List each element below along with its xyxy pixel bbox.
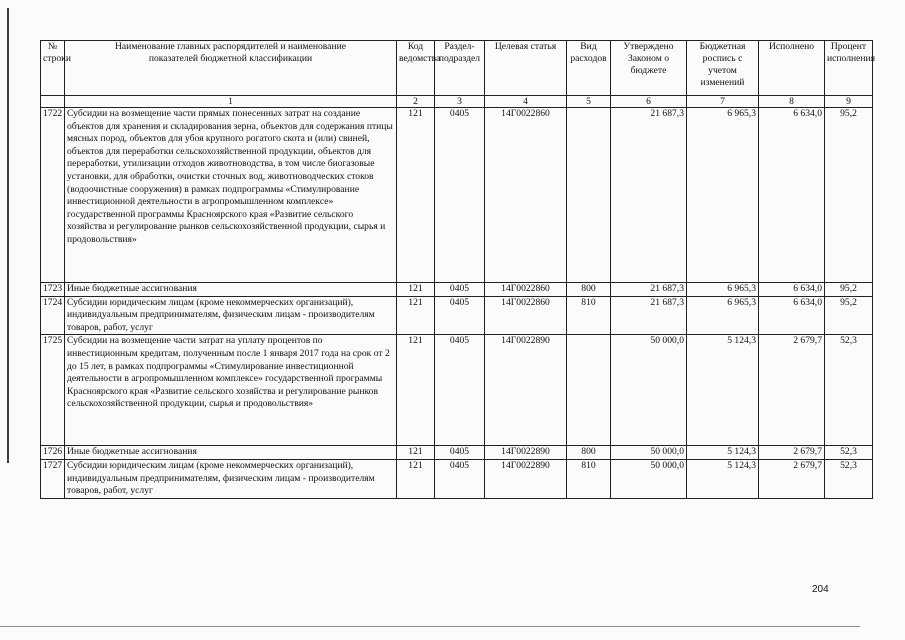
column-number: 6	[611, 96, 687, 108]
row-dept-code: 121	[397, 296, 435, 335]
column-number: 8	[759, 96, 825, 108]
row-name: Иные бюджетные ассигнования	[65, 446, 397, 460]
header-name: Наименование главных распорядителей и наименование показателей бюджетной классификации	[65, 41, 397, 96]
row-target-article: 14Г0022860	[485, 296, 567, 335]
row-name: Субсидии на возмещение части затрат на уплату процентов по инвестиционным кредитам, полученным после 1 января 2017 года на срок от 2 до 15 лет, в рамках подпрограммы «Стимулирование инвестиционной деятельности в агропромышленном комплексе» государственной программы Красноярского края «Развитие сельского хозяйства и регулирование рынков сельскохозяйственной продукции, сырья и продовольствия»	[65, 335, 397, 446]
header-section: Раздел-подраздел	[435, 41, 485, 96]
column-number: 5	[567, 96, 611, 108]
row-name: Субсидии на возмещение части прямых понесенных затрат на создание объектов для хранения и складирования зерна, объектов для содержания птицы мясных пород, объектов для убоя крупного рогатого скота и (или) свиней, объектов для переработки сельскохозяйственной продукции, объектов для переработки, утилизации отходов животноводства, в том числе биогазовые установки, для обработки, очистки сточных вод, животноводческих стоков (водоочистные сооружения) в рамках подпрограммы «Стимулирование инвестиционной деятельности в агропромышленном комплексе» государственной программы Красноярского края «Развитие сельского хозяйства и регулирование рынков сельскохозяйственной продукции, сырья и продовольствия»	[65, 108, 397, 283]
row-section: 0405	[435, 459, 485, 498]
row-section: 0405	[435, 108, 485, 283]
column-number	[41, 96, 65, 108]
row-name: Субсидии юридическим лицам (кроме некоммерческих организаций), индивидуальным предпринимателям, физическим лицам - производителям товаров, работ, услуг	[65, 296, 397, 335]
column-number: 3	[435, 96, 485, 108]
row-expense-type: 810	[567, 459, 611, 498]
row-section: 0405	[435, 283, 485, 297]
table-row	[41, 335, 873, 446]
column-number: 7	[687, 96, 759, 108]
header-dept-code: Код ведомства	[397, 41, 435, 96]
row-section: 0405	[435, 335, 485, 446]
table-row	[41, 296, 873, 335]
row-budget-list: 6 965,3	[687, 108, 759, 283]
table-header-row	[41, 41, 873, 96]
row-dept-code: 121	[397, 335, 435, 446]
column-number: 1	[65, 96, 397, 108]
row-target-article: 14Г0022890	[485, 459, 567, 498]
binding-edge-line	[7, 8, 9, 463]
column-number: 4	[485, 96, 567, 108]
row-executed: 2 679,7	[759, 335, 825, 446]
row-number: 1725	[41, 335, 65, 446]
row-target-article: 14Г0022860	[485, 108, 567, 283]
row-dept-code: 121	[397, 459, 435, 498]
header-executed: Исполнено	[759, 41, 825, 96]
row-dept-code: 121	[397, 108, 435, 283]
row-dept-code: 121	[397, 446, 435, 460]
row-section: 0405	[435, 296, 485, 335]
row-executed: 2 679,7	[759, 446, 825, 460]
row-executed: 6 634,0	[759, 283, 825, 297]
row-number: 1724	[41, 296, 65, 335]
row-executed: 6 634,0	[759, 296, 825, 335]
row-dept-code: 121	[397, 283, 435, 297]
row-percent: 52,3	[825, 459, 873, 498]
row-approved: 21 687,3	[611, 296, 687, 335]
bottom-edge-line	[0, 626, 860, 627]
column-number: 2	[397, 96, 435, 108]
row-number: 1726	[41, 446, 65, 460]
row-budget-list: 6 965,3	[687, 296, 759, 335]
row-approved: 21 687,3	[611, 108, 687, 283]
row-target-article: 14Г0022860	[485, 283, 567, 297]
header-budget-list: Бюджетная роспись с учетом изменений	[687, 41, 759, 96]
row-percent: 95,2	[825, 108, 873, 283]
row-number: 1723	[41, 283, 65, 297]
budget-execution-table	[40, 40, 876, 499]
row-name: Иные бюджетные ассигнования	[65, 283, 397, 297]
header-approved: Утверждено Законом о бюджете	[611, 41, 687, 96]
row-budget-list: 5 124,3	[687, 335, 759, 446]
header-percent: Процент исполнения	[825, 41, 873, 96]
column-number: 9	[825, 96, 873, 108]
header-expense-type: Вид расходов	[567, 41, 611, 96]
table-row	[41, 108, 873, 283]
row-percent: 52,3	[825, 446, 873, 460]
row-target-article: 14Г0022890	[485, 446, 567, 460]
row-expense-type: 810	[567, 296, 611, 335]
row-number: 1727	[41, 459, 65, 498]
row-expense-type: 800	[567, 446, 611, 460]
row-approved: 21 687,3	[611, 283, 687, 297]
row-budget-list: 6 965,3	[687, 283, 759, 297]
row-expense-type	[567, 335, 611, 446]
row-approved: 50 000,0	[611, 335, 687, 446]
row-budget-list: 5 124,3	[687, 459, 759, 498]
header-target-article: Целевая статья	[485, 41, 567, 96]
row-name: Субсидии юридическим лицам (кроме некоммерческих организаций), индивидуальным предпринимателям, физическим лицам - производителям товаров, работ, услуг	[65, 459, 397, 498]
row-percent: 52,3	[825, 335, 873, 446]
row-executed: 2 679,7	[759, 459, 825, 498]
row-expense-type	[567, 108, 611, 283]
page-number: 204	[812, 584, 829, 595]
column-number-row	[41, 96, 873, 108]
row-expense-type: 800	[567, 283, 611, 297]
row-number: 1722	[41, 108, 65, 283]
row-percent: 95,2	[825, 283, 873, 297]
row-executed: 6 634,0	[759, 108, 825, 283]
row-approved: 50 000,0	[611, 446, 687, 460]
header-row-number: № строки	[41, 41, 65, 96]
row-budget-list: 5 124,3	[687, 446, 759, 460]
row-percent: 95,2	[825, 296, 873, 335]
row-section: 0405	[435, 446, 485, 460]
row-target-article: 14Г0022890	[485, 335, 567, 446]
table-row	[41, 459, 873, 498]
table-row	[41, 446, 873, 460]
table-row	[41, 283, 873, 297]
row-approved: 50 000,0	[611, 459, 687, 498]
